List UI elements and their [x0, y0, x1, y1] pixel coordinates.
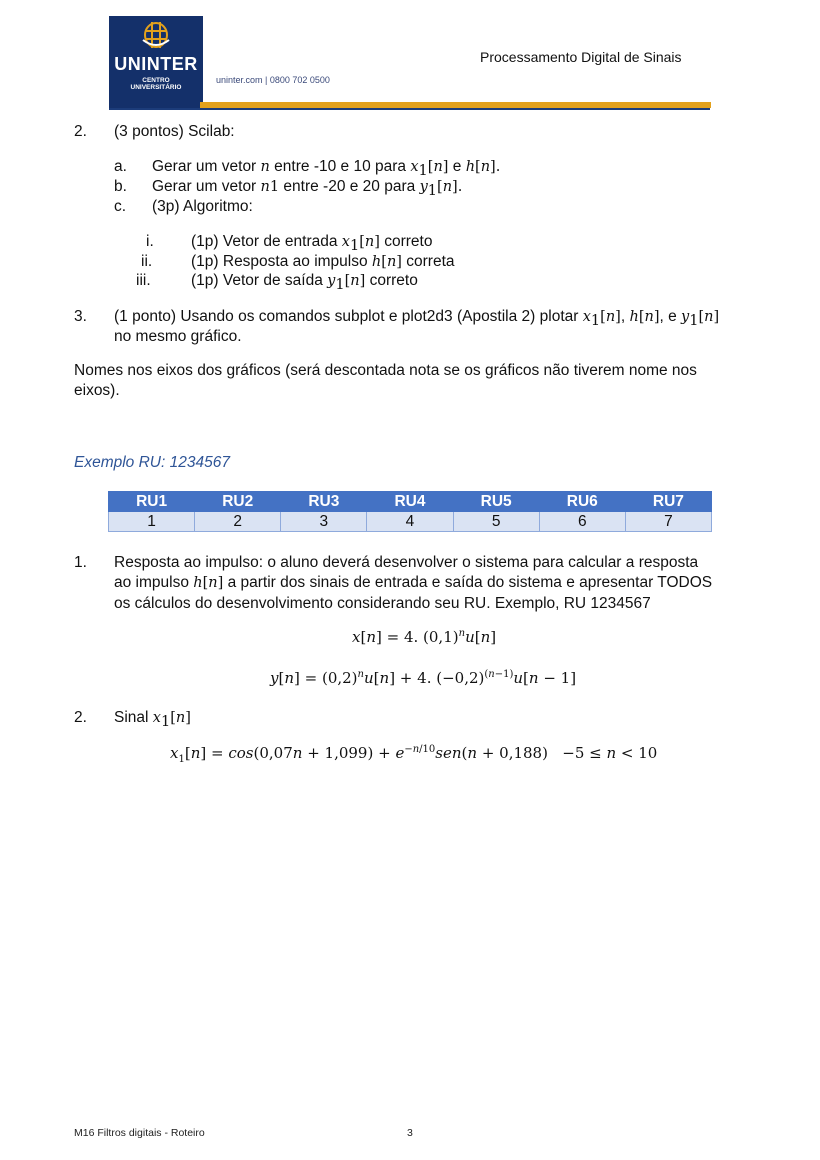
equation-x1: $x_1[n] = \cos(0,07n + 1,099) + e^{-n/10}sen(n + 0,188) -5 \le n < 10$	[170, 744, 658, 765]
ru-value-cell: 3	[281, 512, 367, 532]
item-iii-label: iii.	[136, 272, 151, 289]
item-3-line2: no mesmo gráfico.	[114, 328, 242, 345]
section-2-number: 2.	[74, 709, 87, 726]
item-ii-label: ii.	[141, 253, 153, 270]
ru-value-cell: 1	[109, 512, 195, 532]
item-c-text: (3p) Algoritmo:	[152, 198, 253, 215]
item-b-text: Gerar um vetor n1 entre -20 e 20 para $y_1[n]$.	[152, 178, 463, 200]
section-1-line2: ao impulso h[n] a partir dos sinais de entrada e saída do sistema e apresentar TODOS	[114, 574, 713, 591]
item-iii-text: (1p) Vetor de saída $y_1[n]$ correto	[191, 272, 418, 294]
section-2-text: Sinal $x_1[n]$	[114, 709, 191, 731]
uninter-logo	[109, 16, 203, 108]
item-c-label: c.	[114, 198, 127, 215]
page-header-title: Processamento Digital de Sinais	[480, 49, 682, 65]
item-ii-text: (1p) Resposta ao impulso h[n] correta	[191, 253, 455, 270]
note-line-1: Nomes nos eixos dos gráficos (será descontada nota se os gráficos não tiverem nome nos	[74, 362, 697, 379]
ru-header-cell: RU5	[453, 492, 539, 512]
globe-icon	[139, 20, 173, 52]
ru-header-cell: RU4	[367, 492, 453, 512]
ru-value-cell: 7	[625, 512, 711, 532]
footer-title: M16 Filtros digitais - Roteiro	[74, 1127, 205, 1139]
item-i-label: i.	[146, 233, 154, 250]
logo-wordmark: UNINTER	[114, 54, 198, 74]
ru-header-cell: RU3	[281, 492, 367, 512]
ru-header-cell: RU6	[539, 492, 625, 512]
ru-value-cell: 5	[453, 512, 539, 532]
header-blue-line	[109, 108, 710, 110]
section-1-number: 1.	[74, 554, 87, 571]
ru-value-cell: 2	[195, 512, 281, 532]
contact-info: uninter.com | 0800 702 0500	[216, 75, 330, 85]
section-1-line1: Resposta ao impulso: o aluno deverá desenvolver o sistema para calcular a resposta	[114, 554, 699, 571]
ru-value-cell: 6	[539, 512, 625, 532]
item-2-number: 2.	[74, 123, 87, 140]
ru-table	[108, 491, 712, 532]
logo-subtitle: CENTRO UNIVERSITÁRIO	[130, 77, 182, 91]
ru-value-cell: 4	[367, 512, 453, 532]
equation-x: x[n] = 4. $(0,1)^nu[n]$	[352, 628, 497, 646]
item-3-line1: (1 ponto) Usando os comandos subplot e plot2d3 (Apostila 2) plotar $x_1[n]$, h[n], e $y_1[n]$	[114, 308, 720, 330]
note-line-2: eixos).	[74, 382, 120, 399]
item-i-text: (1p) Vetor de entrada $x_1[n]$ correto	[191, 233, 433, 255]
example-title: Exemplo RU: 1234567	[74, 454, 230, 471]
ru-header-cell: RU1	[109, 492, 195, 512]
ru-table-header-row	[109, 492, 712, 512]
ru-header-cell: RU2	[195, 492, 281, 512]
equation-y: $y[n] = (0,2)^nu[n] + 4$. $(-0,2)^{(n-1)}u[n - 1]$	[270, 669, 577, 687]
section-1-line3: os cálculos do desenvolvimento considerando seu RU. Exemplo, RU 1234567	[114, 595, 651, 612]
item-2-text: (3 pontos) Scilab:	[114, 123, 235, 140]
ru-table-value-row	[109, 512, 712, 532]
item-b-label: b.	[114, 178, 127, 195]
item-a-text: Gerar um vetor n entre -10 e 10 para $x_1[n]$ e h[n].	[152, 158, 501, 180]
footer-page-number: 3	[407, 1127, 413, 1139]
item-a-label: a.	[114, 158, 127, 175]
item-3-number: 3.	[74, 308, 87, 325]
ru-header-cell: RU7	[625, 492, 711, 512]
